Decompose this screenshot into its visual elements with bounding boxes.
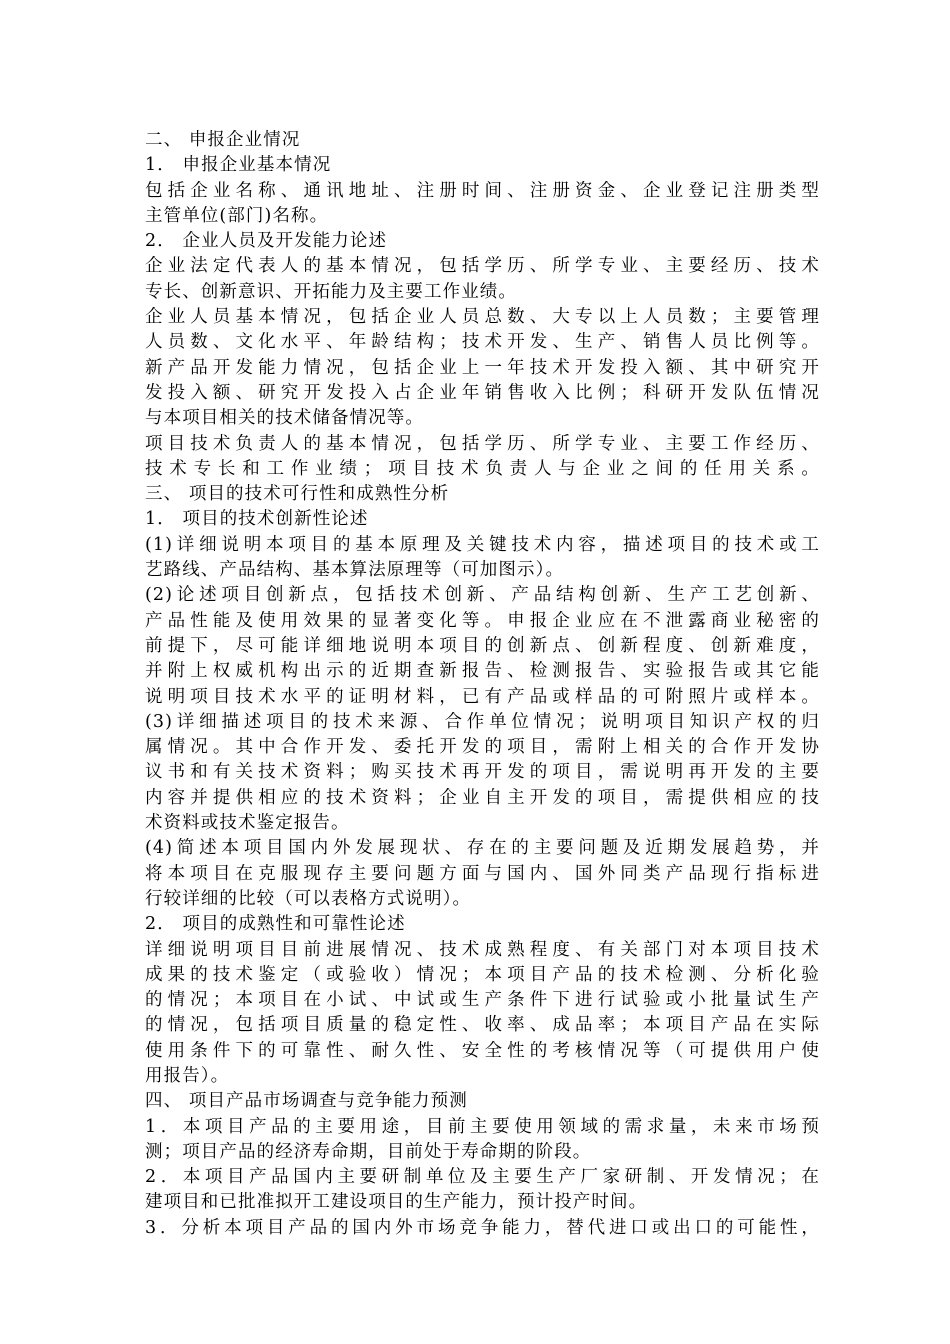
text-line: 建项目和已批准拟开工建设项目的生产能力，预计投产时间。 xyxy=(145,1192,648,1213)
text-line: 专长、创新意识、开拓能力及主要工作业绩。 xyxy=(145,281,517,302)
text-line: 产品性能及使用效果的显著变化等。申报企业应在不泄露商业秘密的 xyxy=(145,610,820,631)
text-line: 2． 项目的成熟性和可靠性论述 xyxy=(145,914,406,935)
text-line: 包括企业名称、通讯地址、注册时间、注册资金、企业登记注册类型 xyxy=(145,180,820,201)
text-line: 2． 企业人员及开发能力论述 xyxy=(145,231,388,252)
text-line: 企业人员基本情况，包括企业人员总数、大专以上人员数；主要管理 xyxy=(145,307,820,328)
text-line: (4)简述本项目国内外发展现状、存在的主要问题及近期发展趋势，并 xyxy=(145,838,820,859)
text-line: 艺路线、产品结构、基本算法原理等（可加图示）。 xyxy=(145,560,565,581)
text-line: 项目技术负责人的基本情况，包括学历、所学专业、主要工作经历、 xyxy=(145,433,820,454)
text-line: 属情况。其中合作开发、委托开发的项目，需附上相关的合作开发协 xyxy=(145,737,820,758)
text-line: 1． 项目的技术创新性论述 xyxy=(145,509,369,530)
text-line: 人员数、文化水平、年龄结构；技术开发、生产、销售人员比例等。 xyxy=(145,332,820,353)
text-line: (3)详细描述项目的技术来源、合作单位情况；说明项目知识产权的归 xyxy=(145,711,820,732)
text-line: 3．分析本项目产品的国内外市场竞争能力，替代进口或出口的可能性， xyxy=(145,1217,820,1238)
text-line: 新产品开发能力情况，包括企业上一年技术开发投入额、其中研究开 xyxy=(145,357,820,378)
text-line: 术资料或技术鉴定报告。 xyxy=(145,813,350,834)
text-line: 详细说明项目目前进展情况、技术成熟程度、有关部门对本项目技术 xyxy=(145,939,820,960)
text-line: 1．本项目产品的主要用途，目前主要使用领域的需求量，未来市场预 xyxy=(145,1116,820,1137)
text-line: 三、 项目的技术可行性和成熟性分析 xyxy=(145,484,450,505)
text-line: 用报告）。 xyxy=(145,1065,230,1086)
text-line: 前提下，尽可能详细地说明本项目的创新点、创新程度、创新难度， xyxy=(145,635,820,656)
text-line: (1)详细说明本项目的基本原理及关键技术内容，描述项目的技术或工 xyxy=(145,534,820,555)
text-line: 测；项目产品的经济寿命期，目前处于寿命期的阶段。 xyxy=(145,1141,592,1162)
text-line: 内容并提供相应的技术资料；企业自主开发的项目，需提供相应的技 xyxy=(145,787,820,808)
text-line: 成果的技术鉴定（或验收）情况；本项目产品的技术检测、分析化验 xyxy=(145,964,820,985)
text-line: 1． 申报企业基本情况 xyxy=(145,155,332,176)
text-line: 说明项目技术水平的证明材料，已有产品或样品的可附照片或样本。 xyxy=(145,686,820,707)
text-line: 将本项目在克服现存主要问题方面与国内、国外同类产品现行指标进 xyxy=(145,863,820,884)
text-line: 与本项目相关的技术储备情况等。 xyxy=(145,408,424,429)
text-line: 的情况；本项目在小试、中试或生产条件下进行试验或小批量试生产 xyxy=(145,990,820,1011)
text-line: 议书和有关技术资料；购买技术再开发的项目，需说明再开发的主要 xyxy=(145,762,820,783)
document-body xyxy=(145,128,820,1241)
text-line: 主管单位(部门)名称。 xyxy=(145,205,329,226)
text-line: (2)论述项目创新点，包括技术创新、产品结构创新、生产工艺创新、 xyxy=(145,585,820,606)
text-line: 的情况，包括项目质量的稳定性、收率、成品率；本项目产品在实际 xyxy=(145,1015,820,1036)
text-line: 2．本项目产品国内主要研制单位及主要生产厂家研制、开发情况；在 xyxy=(145,1167,820,1188)
text-line: 二、 申报企业情况 xyxy=(145,130,301,150)
text-line: 并附上权威机构出示的近期查新报告、检测报告、实验报告或其它能 xyxy=(145,661,820,682)
text-line: 行较详细的比较（可以表格方式说明）。 xyxy=(145,888,472,909)
text-line: 企业法定代表人的基本情况，包括学历、所学专业、主要经历、技术 xyxy=(145,256,820,277)
text-line: 使用条件下的可靠性、耐久性、安全性的考核情况等（可提供用户使 xyxy=(145,1040,820,1061)
text-line: 技术专长和工作业绩；项目技术负责人与企业之间的任用关系。 xyxy=(145,458,820,479)
text-line: 四、 项目产品市场调查与竞争能力预测 xyxy=(145,1091,468,1112)
text-line: 发投入额、研究开发投入占企业年销售收入比例；科研开发队伍情况 xyxy=(145,382,820,403)
